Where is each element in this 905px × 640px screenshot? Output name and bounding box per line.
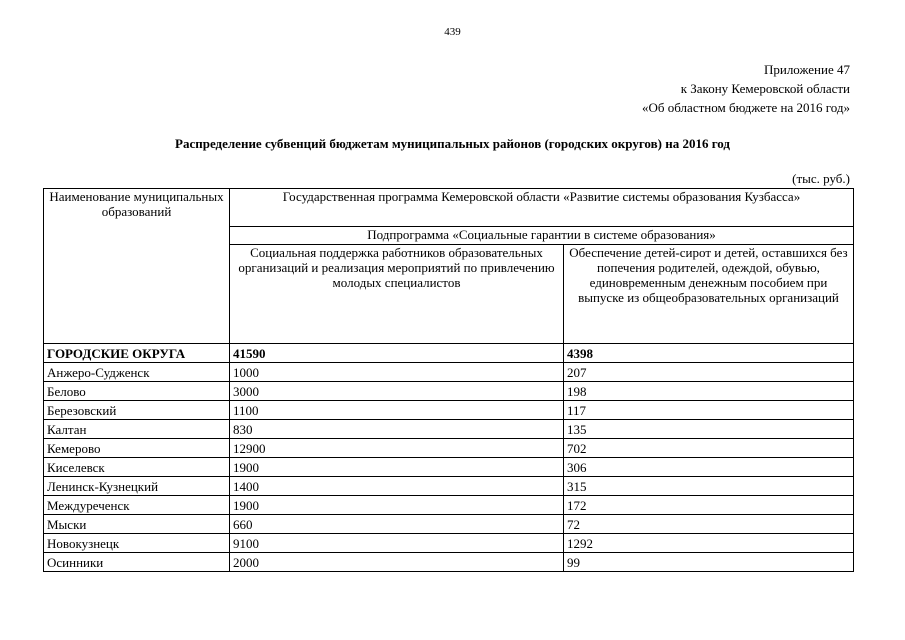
cell-municipality: Березовский (44, 401, 230, 420)
cell-social-support-value: 1400 (230, 477, 564, 496)
cell-municipality: Ленинск-Кузнецкий (44, 477, 230, 496)
cell-orphans-support-value: 1292 (564, 534, 854, 553)
table-row (44, 534, 854, 553)
cell-social-support-value: 41590 (230, 344, 564, 363)
cell-municipality: Новокузнецк (44, 534, 230, 553)
cell-social-support-value: 1900 (230, 458, 564, 477)
cell-social-support-value: 660 (230, 515, 564, 534)
cell-orphans-support-value: 117 (564, 401, 854, 420)
cell-social-support-value: 12900 (230, 439, 564, 458)
cell-municipality: Белово (44, 382, 230, 401)
cell-municipality: Анжеро-Судженск (44, 363, 230, 382)
appendix-line-3: «Об областном бюджете на 2016 год» (642, 100, 850, 115)
units-label: (тыс. руб.) (792, 171, 850, 186)
subventions-table (43, 188, 854, 572)
cell-orphans-support-value: 702 (564, 439, 854, 458)
cell-municipality: Мыски (44, 515, 230, 534)
header-subprogram: Подпрограмма «Социальные гарантии в системе образования» (230, 227, 854, 245)
appendix-line-2: к Закону Кемеровской области (680, 81, 850, 96)
table-row (44, 439, 854, 458)
cell-social-support-value: 9100 (230, 534, 564, 553)
table-row (44, 420, 854, 439)
cell-social-support-value: 1900 (230, 496, 564, 515)
header-social-support: Социальная поддержка работников образовательных организаций и реализация мероприятий по привлечению молодых специалистов (230, 245, 564, 344)
table-row (44, 515, 854, 534)
page-number: 439 (444, 26, 461, 38)
table-row (44, 363, 854, 382)
table-row (44, 477, 854, 496)
cell-orphans-support-value: 172 (564, 496, 854, 515)
cell-orphans-support-value: 306 (564, 458, 854, 477)
cell-orphans-support-value: 4398 (564, 344, 854, 363)
cell-orphans-support-value: 135 (564, 420, 854, 439)
cell-social-support-value: 1100 (230, 401, 564, 420)
cell-municipality: Калтан (44, 420, 230, 439)
cell-municipality: ГОРОДСКИЕ ОКРУГА (44, 344, 230, 363)
appendix-reference (642, 60, 850, 117)
cell-social-support-value: 830 (230, 420, 564, 439)
cell-orphans-support-value: 207 (564, 363, 854, 382)
cell-orphans-support-value: 72 (564, 515, 854, 534)
table-row (44, 496, 854, 515)
table-row (44, 553, 854, 572)
document-title: Распределение субвенций бюджетам муниципальных районов (городских округов) на 2016 год (175, 136, 730, 151)
cell-orphans-support-value: 198 (564, 382, 854, 401)
cell-municipality: Киселевск (44, 458, 230, 477)
table-row (44, 458, 854, 477)
cell-social-support-value: 1000 (230, 363, 564, 382)
cell-social-support-value: 2000 (230, 553, 564, 572)
table-row (44, 401, 854, 420)
header-municipality-name: Наименование муниципальных образований (44, 189, 230, 344)
appendix-line-1: Приложение 47 (763, 62, 850, 77)
table-body (44, 344, 854, 572)
table-row (44, 382, 854, 401)
cell-municipality: Междуреченск (44, 496, 230, 515)
table-row-total (44, 344, 854, 363)
cell-orphans-support-value: 315 (564, 477, 854, 496)
cell-social-support-value: 3000 (230, 382, 564, 401)
cell-municipality: Осинники (44, 553, 230, 572)
cell-orphans-support-value: 99 (564, 553, 854, 572)
header-orphans-support: Обеспечение детей-сирот и детей, оставшихся без попечения родителей, одеждой, обувью, единовременным денежным пособием при выпуске из общеобразовательных организаций (564, 245, 854, 344)
cell-municipality: Кемерово (44, 439, 230, 458)
header-state-program: Государственная программа Кемеровской области «Развитие системы образования Кузбасса» (230, 189, 854, 227)
